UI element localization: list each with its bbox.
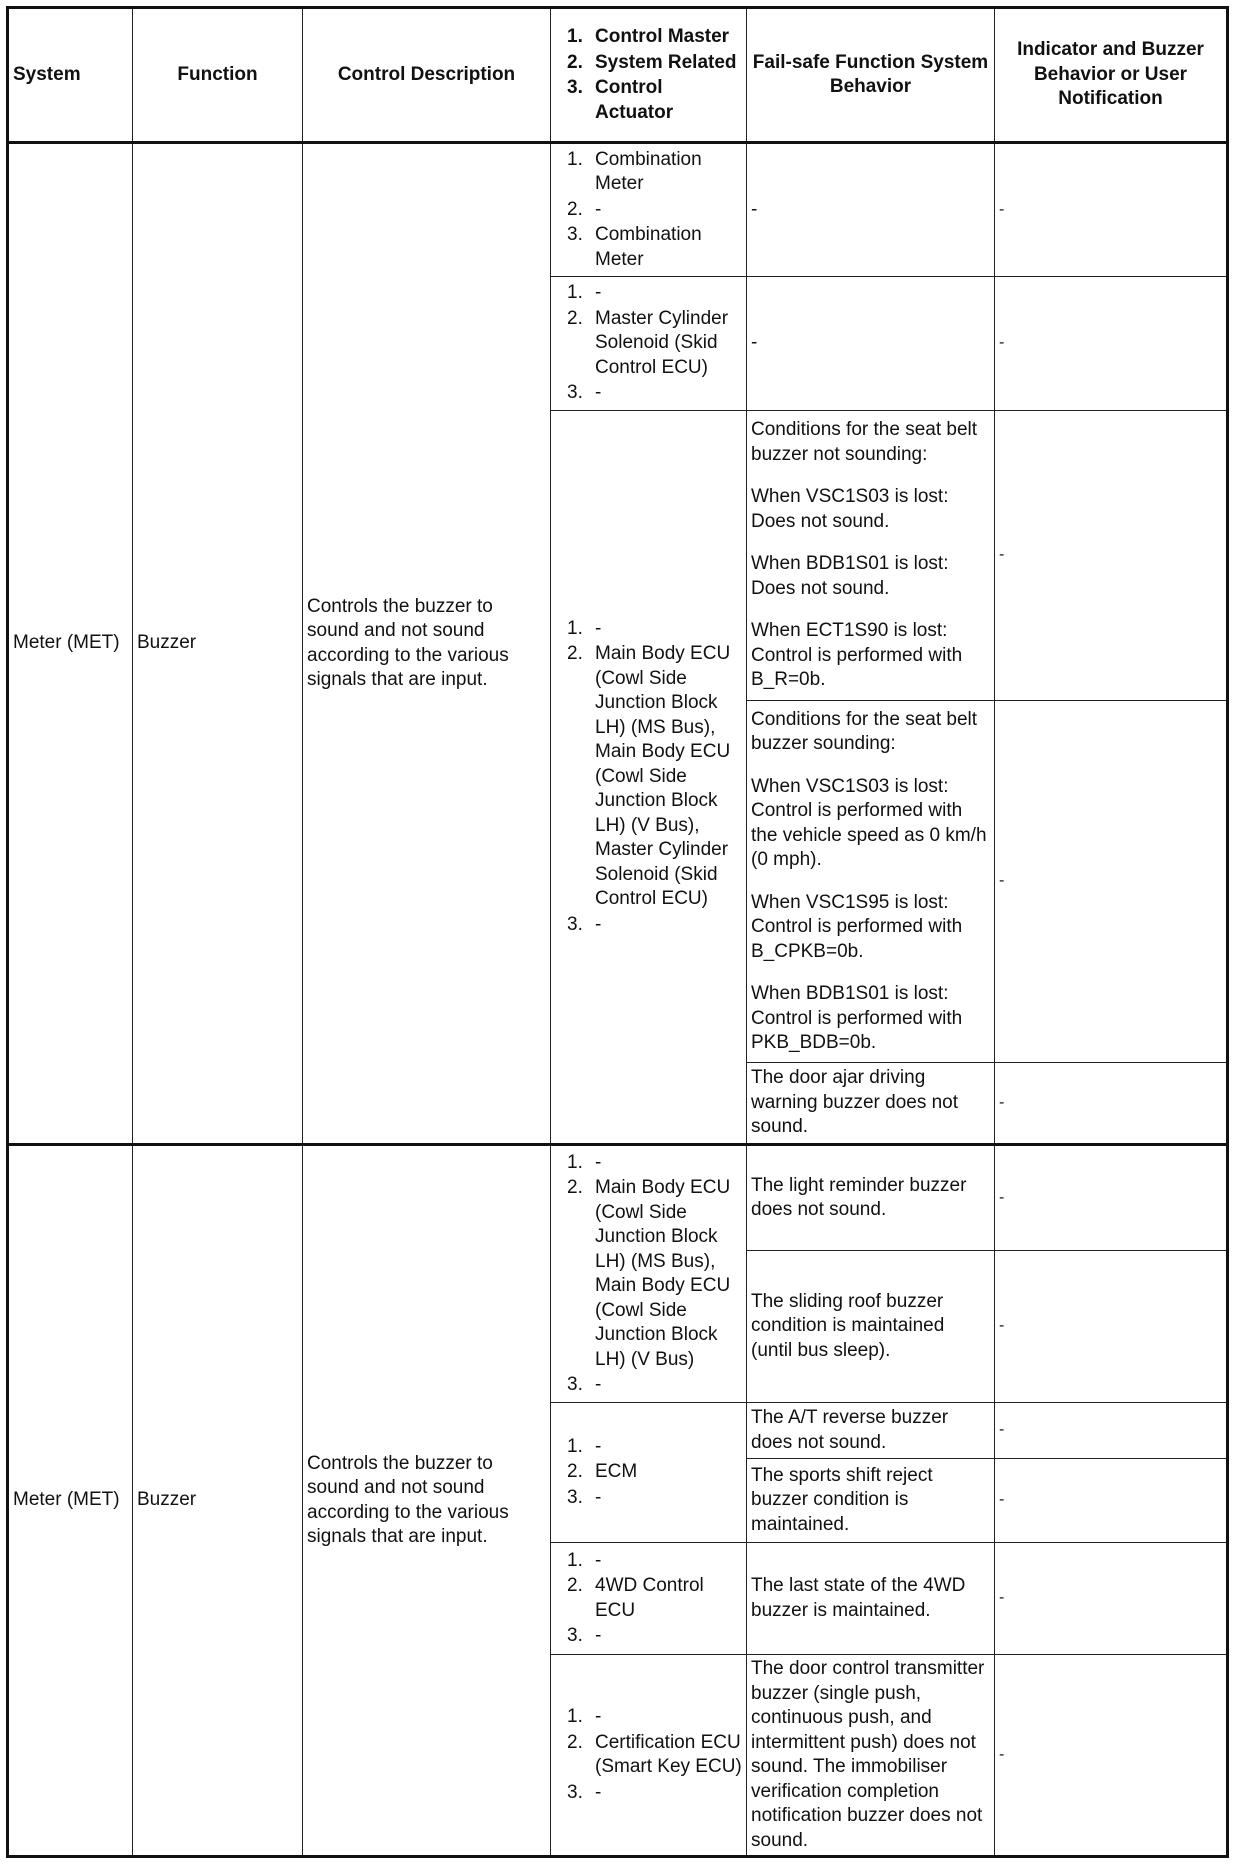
header-function: Function bbox=[133, 8, 303, 143]
master-item: 3. - bbox=[567, 1781, 602, 1803]
failsafe-text: The door ajar driving warning buzzer does not sound. bbox=[751, 1067, 959, 1138]
table-group bbox=[8, 1145, 1228, 1857]
cell-description: Controls the buzzer to sound and not sound according to the various signals that are input. bbox=[303, 1145, 551, 1857]
cell-indicator: - bbox=[995, 1543, 1228, 1655]
cell-failsafe bbox=[747, 1063, 995, 1145]
header-master-item: 2. System Related bbox=[567, 51, 737, 73]
failsafe-text: The sliding roof buzzer condition is maintained (until bus sleep). bbox=[751, 1290, 945, 1361]
cell-control-master bbox=[551, 411, 747, 1145]
fail-safe-table bbox=[6, 6, 1229, 1858]
cell-control-master bbox=[551, 1145, 747, 1403]
cell-failsafe bbox=[747, 1543, 995, 1655]
cell-failsafe bbox=[747, 1403, 995, 1459]
master-item: 3. - bbox=[567, 1625, 602, 1646]
cell-indicator: - bbox=[995, 1145, 1228, 1251]
failsafe-text: The door control transmitter buzzer (single push, continuous push, and intermittent push) does not sound. The immobiliser verification completion notification buzzer does not sound. bbox=[751, 1658, 985, 1851]
cell-control-master bbox=[551, 1543, 747, 1655]
cell-failsafe bbox=[747, 1251, 995, 1403]
cell-failsafe bbox=[747, 143, 995, 277]
failsafe-text: The light reminder buzzer does not sound. bbox=[751, 1174, 967, 1220]
master-item: 2. 4WD Control ECU bbox=[567, 1575, 704, 1621]
table-group bbox=[8, 143, 1228, 1145]
failsafe-text: - bbox=[751, 332, 758, 354]
cell-control-master bbox=[551, 1403, 747, 1543]
failsafe-text: The last state of the 4WD buzzer is maintained. bbox=[751, 1575, 966, 1621]
failsafe-text: When ECT1S90 is lost: Control is performed with B_R=0b. bbox=[751, 620, 963, 691]
master-item: 1. - bbox=[567, 1151, 602, 1173]
cell-indicator: - bbox=[995, 411, 1228, 701]
cell-control-master bbox=[551, 1655, 747, 1857]
master-item: 1. - bbox=[567, 617, 602, 639]
master-item: 1. - bbox=[567, 1435, 602, 1457]
master-item: 2. ECM bbox=[567, 1461, 638, 1483]
master-item: 1. - bbox=[567, 1549, 602, 1571]
failsafe-text: The sports shift reject buzzer condition is maintained. bbox=[751, 1464, 933, 1535]
cell-indicator: - bbox=[995, 1251, 1228, 1403]
header-system: System bbox=[8, 8, 133, 143]
master-item: 2. Master Cylinder Solenoid (Skid Control ECU) bbox=[567, 307, 729, 378]
master-item: 3. - bbox=[567, 382, 602, 404]
cell-system: Meter (MET) bbox=[8, 1145, 133, 1857]
failsafe-text: When VSC1S03 is lost: Does not sound. bbox=[751, 486, 949, 532]
master-item: 2. Main Body ECU (Cowl Side Junction Block LH) (MS Bus), Main Body ECU (Cowl Side Junction Block LH) (V Bus) bbox=[567, 1177, 731, 1370]
failsafe-text: - bbox=[751, 198, 758, 220]
cell-control-master bbox=[551, 277, 747, 411]
master-item: 1. - bbox=[567, 282, 602, 304]
cell-indicator: - bbox=[995, 1459, 1228, 1543]
cell-system: Meter (MET) bbox=[8, 143, 133, 1145]
cell-failsafe bbox=[747, 411, 995, 701]
cell-indicator: - bbox=[995, 1655, 1228, 1857]
cell-indicator: - bbox=[995, 701, 1228, 1063]
cell-control-master bbox=[551, 143, 747, 277]
cell-indicator: - bbox=[995, 1403, 1228, 1459]
cell-failsafe bbox=[747, 1459, 995, 1543]
cell-function: Buzzer bbox=[133, 143, 303, 1145]
cell-description: Controls the buzzer to sound and not sound according to the various signals that are input. bbox=[303, 143, 551, 1145]
header-master-item: 3. Control Actuator bbox=[567, 77, 674, 123]
master-item: 2. Main Body ECU (Cowl Side Junction Block LH) (MS Bus), Main Body ECU (Cowl Side Junction Block LH) (V Bus), Master Cylinder Solenoid (Skid Control ECU) bbox=[567, 643, 731, 910]
failsafe-text: When BDB1S01 is lost: Control is performed with PKB_BDB=0b. bbox=[751, 983, 963, 1053]
table-row bbox=[8, 1145, 1228, 1251]
failsafe-text: The A/T reverse buzzer does not sound. bbox=[751, 1407, 949, 1453]
header-master-item: 1. Control Master bbox=[567, 26, 730, 47]
master-item: 2. Certification ECU (Smart Key ECU) bbox=[567, 1731, 742, 1777]
cell-function: Buzzer bbox=[133, 1145, 303, 1857]
master-item: 2. - bbox=[567, 198, 602, 220]
cell-indicator: - bbox=[995, 277, 1228, 411]
header-control-description: Control Description bbox=[303, 8, 551, 143]
cell-indicator: - bbox=[995, 1063, 1228, 1145]
failsafe-text: When VSC1S03 is lost: Control is performed with the vehicle speed as 0 km/h (0 mph). bbox=[751, 775, 987, 870]
header-indicator: Indicator and Buzzer Behavior or User Notification bbox=[995, 8, 1228, 143]
master-item: 1. Combination Meter bbox=[567, 148, 702, 195]
spec-table-page bbox=[6, 6, 1226, 1866]
master-item: 1. - bbox=[567, 1706, 602, 1727]
header-control-master bbox=[551, 8, 747, 143]
master-item: 3. - bbox=[567, 1486, 602, 1508]
cell-failsafe bbox=[747, 701, 995, 1063]
table-row bbox=[8, 143, 1228, 277]
cell-failsafe bbox=[747, 1145, 995, 1251]
cell-failsafe bbox=[747, 277, 995, 411]
failsafe-text: Conditions for the seat belt buzzer not sounding: bbox=[751, 419, 978, 465]
cell-failsafe bbox=[747, 1655, 995, 1857]
header-failsafe: Fail-safe Function System Behavior bbox=[747, 8, 995, 143]
failsafe-text: When VSC1S95 is lost: Control is performed with B_CPKB=0b. bbox=[751, 891, 963, 962]
failsafe-text: When BDB1S01 is lost: Does not sound. bbox=[751, 553, 949, 599]
master-item: 3. Combination Meter bbox=[567, 224, 702, 270]
master-item: 3. - bbox=[567, 1374, 602, 1395]
master-item: 3. - bbox=[567, 913, 602, 935]
failsafe-text: Conditions for the seat belt buzzer sounding: bbox=[751, 708, 978, 754]
cell-indicator: - bbox=[995, 143, 1228, 277]
table-header bbox=[8, 8, 1228, 143]
